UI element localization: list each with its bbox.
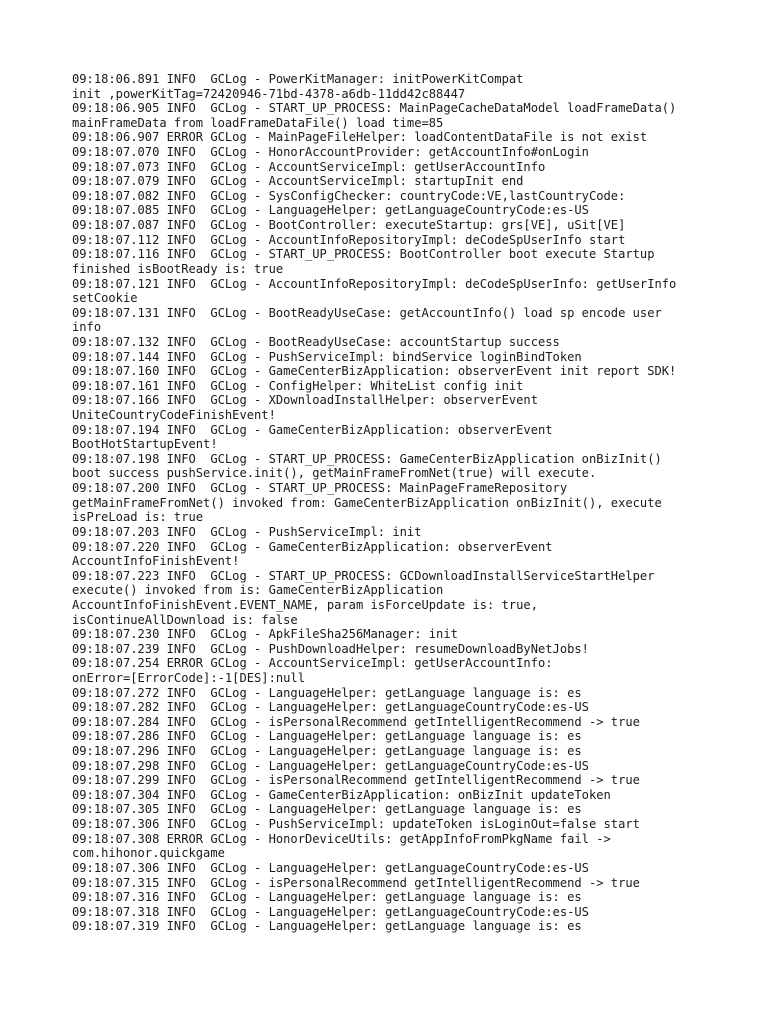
log-line: 09:18:07.220 INFO GCLog - GameCenterBizApplication: observerEvent bbox=[72, 539, 553, 554]
log-line: 09:18:07.166 INFO GCLog - XDownloadInstallHelper: observerEvent bbox=[72, 393, 538, 408]
log-line: boot success pushService.init(), getMainFrameFromNet(true) will execute. bbox=[72, 466, 597, 481]
log-line: 09:18:07.223 INFO GCLog - START_UP_PROCESS: GCDownloadInstallServiceStartHelper bbox=[72, 568, 655, 583]
log-line: 09:18:07.239 INFO GCLog - PushDownloadHelper: resumeDownloadByNetJobs! bbox=[72, 641, 589, 656]
log-line: 09:18:07.319 INFO GCLog - LanguageHelper: getLanguage language is: es bbox=[72, 919, 582, 934]
log-line: 09:18:07.144 INFO GCLog - PushServiceImpl: bindService loginBindToken bbox=[72, 349, 582, 364]
log-line: init ,powerKitTag=72420946-71bd-4378-a6db-11dd42c88447 bbox=[72, 86, 466, 101]
log-line: execute() invoked from is: GameCenterBizApplication bbox=[72, 583, 444, 598]
log-line: 09:18:07.318 INFO GCLog - LanguageHelper: getLanguageCountryCode:es-US bbox=[72, 904, 589, 919]
log-line: AccountInfoFinishEvent! bbox=[72, 554, 240, 569]
log-line: 09:18:07.087 INFO GCLog - BootController: executeStartup: grs[VE], uSit[VE] bbox=[72, 218, 626, 233]
log-line: setCookie bbox=[72, 291, 138, 306]
log-line: 09:18:06.907 ERROR GCLog - MainPageFileHelper: loadContentDataFile is not exist bbox=[72, 130, 648, 145]
log-line: AccountInfoFinishEvent.EVENT_NAME, param isForceUpdate is: true, bbox=[72, 597, 538, 612]
log-line: 09:18:07.282 INFO GCLog - LanguageHelper: getLanguageCountryCode:es-US bbox=[72, 700, 589, 715]
log-line: com.hihonor.quickgame bbox=[72, 846, 225, 861]
log-line: 09:18:07.306 INFO GCLog - LanguageHelper: getLanguageCountryCode:es-US bbox=[72, 860, 589, 875]
log-line: 09:18:07.112 INFO GCLog - AccountInfoRepositoryImpl: deCodeSpUserInfo start bbox=[72, 232, 626, 247]
log-line: 09:18:07.116 INFO GCLog - START_UP_PROCESS: BootController boot execute Startup bbox=[72, 247, 655, 262]
log-line: info bbox=[72, 320, 102, 335]
log-line: 09:18:06.905 INFO GCLog - START_UP_PROCESS: MainPageCacheDataModel loadFrameData() bbox=[72, 101, 677, 116]
log-line: 09:18:07.316 INFO GCLog - LanguageHelper: getLanguage language is: es bbox=[72, 890, 582, 905]
log-line: 09:18:07.230 INFO GCLog - ApkFileSha256Manager: init bbox=[72, 627, 458, 642]
log-line: 09:18:07.198 INFO GCLog - START_UP_PROCESS: GameCenterBizApplication onBizInit() bbox=[72, 451, 662, 466]
log-line: mainFrameData from loadFrameDataFile() load time=85 bbox=[72, 115, 444, 130]
log-line: 09:18:07.200 INFO GCLog - START_UP_PROCESS: MainPageFrameRepository bbox=[72, 481, 568, 496]
log-line: 09:18:07.305 INFO GCLog - LanguageHelper: getLanguage language is: es bbox=[72, 802, 582, 817]
log-line: 09:18:07.160 INFO GCLog - GameCenterBizApplication: observerEvent init report SDK! bbox=[72, 364, 677, 379]
log-line: 09:18:07.070 INFO GCLog - HonorAccountProvider: getAccountInfo#onLogin bbox=[72, 145, 589, 160]
log-line: 09:18:07.254 ERROR GCLog - AccountServiceImpl: getUserAccountInfo: bbox=[72, 656, 553, 671]
log-line: 09:18:07.306 INFO GCLog - PushServiceImpl: updateToken isLoginOut=false start bbox=[72, 817, 640, 832]
log-line: 09:18:07.298 INFO GCLog - LanguageHelper: getLanguageCountryCode:es-US bbox=[72, 758, 589, 773]
log-line: onError=[ErrorCode]:-1[DES]:null bbox=[72, 670, 305, 685]
log-line: 09:18:07.272 INFO GCLog - LanguageHelper: getLanguage language is: es bbox=[72, 685, 582, 700]
log-line: isPreLoad is: true bbox=[72, 510, 204, 525]
log-line: 09:18:07.203 INFO GCLog - PushServiceImpl: init bbox=[72, 524, 422, 539]
log-line: 09:18:06.891 INFO GCLog - PowerKitManager: initPowerKitCompat bbox=[72, 72, 524, 86]
log-line: 09:18:07.308 ERROR GCLog - HonorDeviceUtils: getAppInfoFromPkgName fail -> bbox=[72, 831, 611, 846]
log-text-block bbox=[72, 72, 712, 934]
log-line: 09:18:07.286 INFO GCLog - LanguageHelper: getLanguage language is: es bbox=[72, 729, 582, 744]
log-line: 09:18:07.296 INFO GCLog - LanguageHelper: getLanguage language is: es bbox=[72, 744, 582, 759]
log-line: 09:18:07.132 INFO GCLog - BootReadyUseCase: accountStartup success bbox=[72, 334, 560, 349]
log-line: 09:18:07.079 INFO GCLog - AccountServiceImpl: startupInit end bbox=[72, 174, 524, 189]
log-line: isContinueAllDownload is: false bbox=[72, 612, 298, 627]
log-line: 09:18:07.073 INFO GCLog - AccountServiceImpl: getUserAccountInfo bbox=[72, 159, 546, 174]
log-line: 09:18:07.131 INFO GCLog - BootReadyUseCase: getAccountInfo() load sp encode user bbox=[72, 305, 662, 320]
log-line: getMainFrameFromNet() invoked from: GameCenterBizApplication onBizInit(), execute bbox=[72, 495, 662, 510]
log-line: finished isBootReady is: true bbox=[72, 261, 284, 276]
log-line: BootHotStartupEvent! bbox=[72, 437, 218, 452]
log-line: 09:18:07.299 INFO GCLog - isPersonalRecommend getIntelligentRecommend -> true bbox=[72, 773, 640, 788]
log-line: 09:18:07.121 INFO GCLog - AccountInfoRepositoryImpl: deCodeSpUserInfo: getUserInfo bbox=[72, 276, 677, 291]
log-line: 09:18:07.315 INFO GCLog - isPersonalRecommend getIntelligentRecommend -> true bbox=[72, 875, 640, 890]
log-line: 09:18:07.304 INFO GCLog - GameCenterBizApplication: onBizInit updateToken bbox=[72, 787, 611, 802]
log-line: 09:18:07.161 INFO GCLog - ConfigHelper: WhiteList config init bbox=[72, 378, 524, 393]
log-line: 09:18:07.194 INFO GCLog - GameCenterBizApplication: observerEvent bbox=[72, 422, 553, 437]
log-line: 09:18:07.082 INFO GCLog - SysConfigChecker: countryCode:VE,lastCountryCode: bbox=[72, 188, 626, 203]
log-line: 09:18:07.085 INFO GCLog - LanguageHelper: getLanguageCountryCode:es-US bbox=[72, 203, 589, 218]
log-line: UniteCountryCodeFinishEvent! bbox=[72, 408, 276, 423]
log-line: 09:18:07.284 INFO GCLog - isPersonalRecommend getIntelligentRecommend -> true bbox=[72, 714, 640, 729]
